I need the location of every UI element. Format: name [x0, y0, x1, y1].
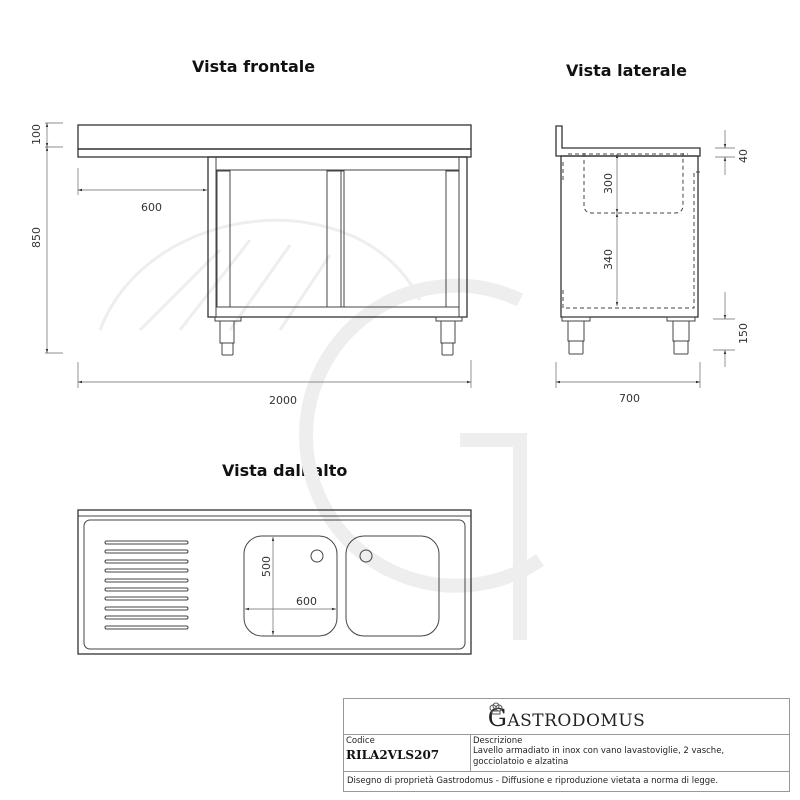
dim-side-bowl-to-base: 340	[602, 249, 615, 270]
dim-top-bowl-depth: 500	[260, 556, 273, 577]
dim-front-drainer: 600	[141, 201, 162, 214]
front-view-drawing	[78, 125, 471, 355]
description-line-2: gocciolatoio e alzatina	[473, 757, 569, 767]
description-cell	[471, 735, 789, 771]
code-cell	[344, 735, 471, 771]
dim-front-backsplash: 100	[30, 124, 43, 145]
drainer-ribs	[105, 541, 188, 629]
chef-hat-icon	[489, 702, 503, 716]
title-block	[343, 698, 790, 792]
side-view-title: Vista laterale	[566, 61, 687, 80]
top-view-title: Vista dall’alto	[222, 461, 348, 480]
dim-top-bowl-width: 600	[296, 595, 317, 608]
dim-front-height: 850	[30, 227, 43, 248]
dim-side-leg-height: 150	[737, 323, 750, 344]
brand-name: GASTRODOMUS	[487, 704, 646, 732]
dim-side-bowl-depth: 300	[602, 173, 615, 194]
code-label: Codice	[346, 736, 375, 746]
sink-bowl-left	[244, 536, 337, 636]
description-line-1: Lavello armadiato in inox con vano lavastoviglie, 2 vasche,	[473, 746, 725, 756]
front-view-title: Vista frontale	[192, 57, 316, 76]
side-view-drawing	[556, 126, 700, 354]
watermark-logo	[100, 220, 540, 640]
brand-logo	[344, 699, 789, 735]
copyright-notice: Disegno di proprietà Gastrodomus - Diffusione e riproduzione vietata a norma di legge.	[347, 776, 719, 786]
code-value: RILA2VLS207	[346, 748, 440, 762]
dim-front-width: 2000	[269, 394, 297, 407]
description-label: Descrizione	[473, 736, 523, 746]
front-view-dimensions	[45, 123, 471, 388]
dim-side-depth: 700	[619, 392, 640, 405]
dim-side-top-thickness: 40	[737, 149, 750, 163]
